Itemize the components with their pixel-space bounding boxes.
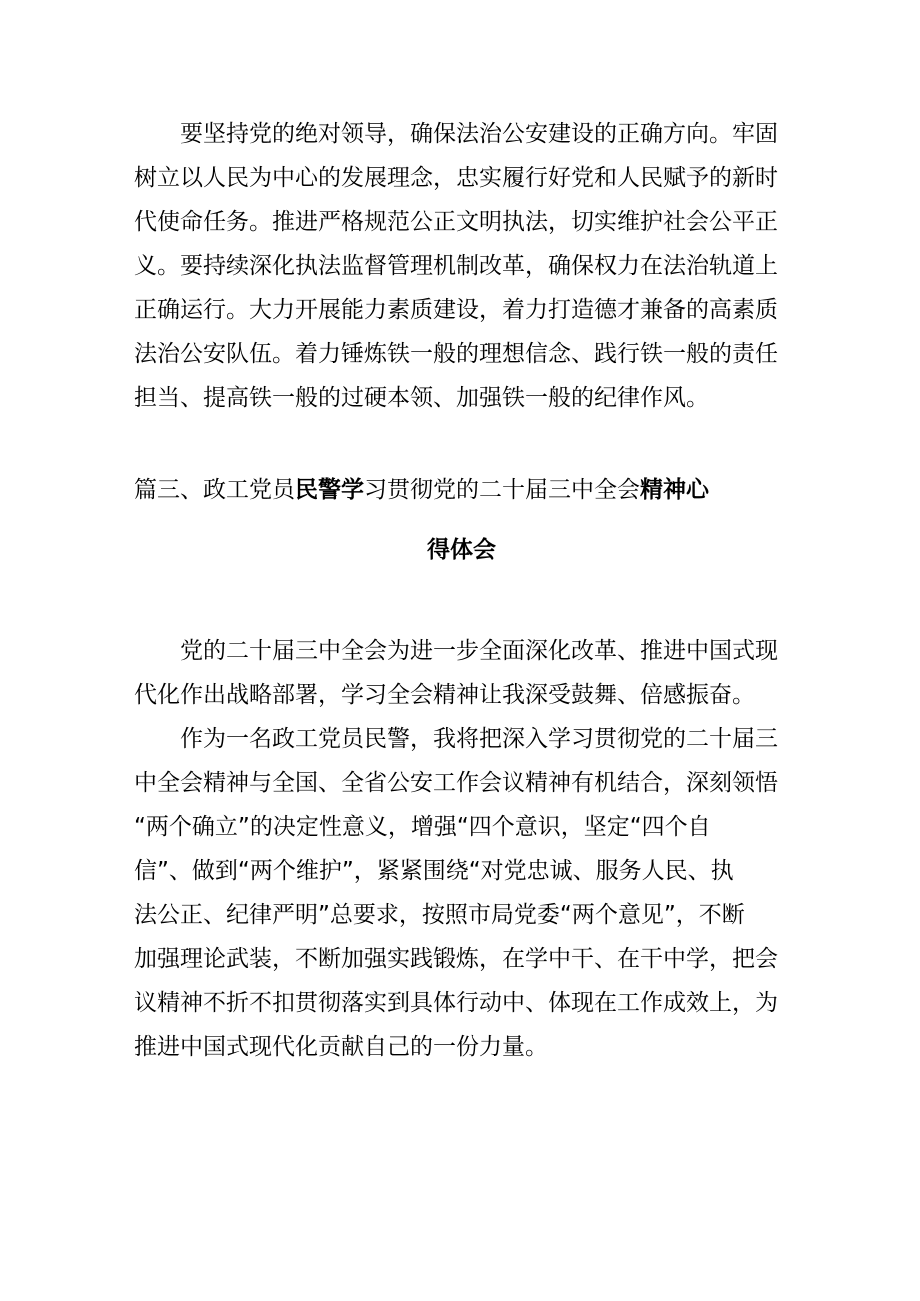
paragraph-1-line-6: 法治公安队伍。着力锤炼铁一般的理想信念、践行铁一般的责任 [134, 341, 778, 367]
paragraph-3-line-7: 议精神不折不扣贯彻落实到具体行动中、体现在工作成效上，为 [134, 990, 778, 1016]
paragraph-1-line-3: 代使命任务。推进严格规范公正文明执法，切实维护社会公平正 [134, 209, 778, 235]
paragraph-3-line-1: 作为一名政工党员民警，我将把深入学习贯彻党的二十届三 [180, 726, 778, 752]
paragraph-1-line-4: 义。要持续深化执法监督管理机制改革，确保权力在法治轨道上 [134, 253, 778, 279]
paragraph-3-line-2: 中全会精神与全国、全省公安工作会议精神有机结合，深刻领悟 [134, 770, 778, 796]
paragraph-1-line-7: 担当、提高铁一般的过硬本领、加强铁一般的纪律作风。 [134, 385, 709, 411]
paragraph-1-line-5: 正确运行。大力开展能力素质建设，着力打造德才兼备的高素质 [134, 297, 778, 323]
heading-part-3: 习贯彻党的二十届三中全会 [364, 477, 640, 503]
paragraph-3-line-6: 加强理论武装，不断加强实践锻炼，在学中干、在干中学，把会 [134, 946, 778, 972]
paragraph-3-line-8: 推进中国式现代化贡献自己的一份力量。 [134, 1034, 548, 1060]
paragraph-1-line-1: 要坚持党的绝对领导，确保法治公安建设的正确方向。牢固 [180, 121, 778, 147]
paragraph-3-line-4: 信”、做到“两个维护”，紧紧围绕“对党忠诚、服务人民、执 [134, 858, 734, 884]
paragraph-2-line-1: 党的二十届三中全会为进一步全面深化改革、推进中国式现 [180, 638, 778, 664]
paragraph-2-line-2: 代化作出战略部署，学习全会精神让我深受鼓舞、倍感振奋。 [134, 682, 755, 708]
paragraph-3-line-5: 法公正、纪律严明”总要求，按照市局党委“两个意见”，不断 [134, 902, 745, 928]
heading-part-1: 篇三、政工党员 [134, 477, 295, 503]
section-heading-line-2: 得体会 [427, 537, 496, 563]
paragraph-3-line-3: “两个确立”的决定性意义，增强“四个意识，坚定“四个自 [134, 814, 711, 840]
heading-part-4: 精神心 [640, 477, 709, 503]
section-heading-line-1 [134, 472, 709, 508]
paragraph-1-line-2: 树立以人民为中心的发展理念，忠实履行好党和人民赋予的新时 [134, 165, 778, 191]
heading-part-2: 民警学 [295, 477, 364, 503]
